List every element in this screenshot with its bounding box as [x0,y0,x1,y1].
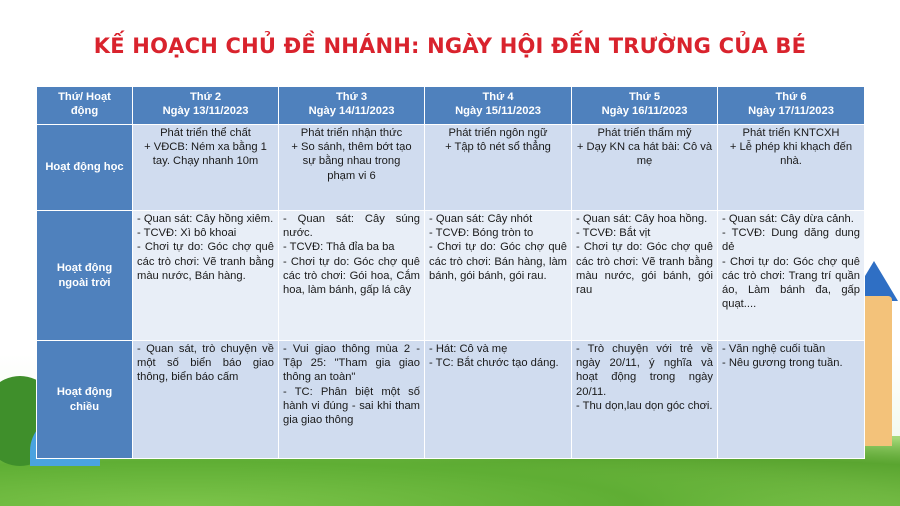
row-label-line: Hoạt động [56,386,113,399]
table-cell [718,125,865,211]
cell-line: - Nêu gương trong tuần. [722,357,843,370]
day-date: Ngày 13/11/2023 [162,105,249,118]
day-name: Thứ 6 [775,91,807,103]
cell-line: - TCVĐ: Xì bô khoai [137,227,237,240]
row-label [37,341,133,459]
cell-line: + Tập tô nét sổ thẳng [445,141,551,154]
day-date: Ngày 17/11/2023 [748,105,834,118]
row-label: Hoạt động học [37,125,133,211]
table-cell [279,341,425,459]
table-row [37,125,865,211]
corner-header-line: Thứ/ Hoạt [58,91,111,103]
cell-line: - Quan sát: Cây hồng xiêm. [137,213,274,225]
corner-header [37,87,133,125]
cell-line: - Quan sát: Cây hoa hồng. [576,213,708,225]
day-name: Thứ 5 [628,91,661,103]
cell-line: + Dạy KN ca hát bài: Cô và [576,141,713,154]
cell-line: - TC: Phân biệt một số hành vi đúng - sai khi tham gia giao thông [283,385,420,427]
day-date: Ngày 16/11/2023 [601,105,688,118]
cell-line: + So sánh, thêm bớt tạo [291,141,412,154]
cell-line: Phát triển nhận thức [300,127,403,139]
table-cell [279,125,425,211]
cell-line: - Quan sát, trò chuyện về một số biển báo giao thông, biển báo cấm [137,343,274,384]
table-cell [718,211,865,341]
cell-line: - TC: Bắt chước tạo dáng. [429,357,559,370]
day-header [718,87,865,125]
day-header [425,87,572,125]
table-cell [572,211,718,341]
table-row [37,341,865,459]
weekly-plan-table [36,86,865,459]
table-cell [133,341,279,459]
table-row [37,211,865,341]
cell-line: - Vui giao thông mùa 2 - Tập 25: "Tham gia giao thông an toàn" [283,343,420,384]
cell-line: nhà. [780,155,802,168]
table-cell [133,211,279,341]
day-header [279,87,425,125]
cell-line: - Quan sát: Cây nhót [429,213,533,225]
cell-line: + VĐCB: Ném xa bằng 1 [144,141,267,154]
table-cell [133,125,279,211]
cell-line: - Chơi tự do: Góc chợ quê các trò chơi: Vẽ tranh bằng màu nước, gói bánh, gói rau [576,241,713,297]
day-date: Ngày 15/11/2023 [455,105,541,118]
cell-line: - Văn nghệ cuối tuần [722,343,826,355]
table-cell [279,211,425,341]
day-header [133,87,279,125]
cell-line: phạm vi 6 [327,169,376,182]
cell-line: - TCVĐ: Dung dăng dung dẻ [722,227,860,254]
cell-line: + Lễ phép khi khạch đến [729,141,853,154]
corner-header-line: động [70,105,99,118]
page-title: KẾ HOẠCH CHỦ ĐỀ NHÁNH: NGÀY HỘI ĐẾN TRƯỜNG CỦA BÉ [93,34,807,58]
day-header [572,87,718,125]
cell-line: - Trò chuyện với trẻ về ngày 20/11, ý nghĩa và hoạt động trong ngày 20/11. [576,343,713,398]
cell-line: - Chơi tự do: Góc chợ quê các trò chơi: Trang trí quần áo, Làm bánh đa, gấp quạt.... [722,255,860,311]
cell-line: - Quan sát: Cây dừa cảnh. [722,213,854,225]
cell-line: - Thu dọn,lau dọn góc chơi. [576,399,713,412]
day-date: Ngày 14/11/2023 [308,105,395,118]
table-cell [718,341,865,459]
cell-line: - Chơi tự do: Góc chợ quê các trò chơi: Gói hoa, Cắm hoa, làm bánh, gấp lá cây [283,255,420,297]
cell-line: - Chơi tự do: Góc chợ quê các trò chơi: Vẽ tranh bằng màu nước, Bán hàng. [137,241,274,282]
row-label-line: chiều [69,400,100,413]
day-name: Thứ 3 [335,91,368,103]
table-cell [572,125,718,211]
table-cell [425,341,572,459]
cell-line: - Chơi tự do: Góc chợ quê các trò chơi: Bán hàng, làm bánh, gói bánh, gói rau. [429,241,567,282]
header-row [37,87,865,125]
cell-line: sự bằng nhau trong [302,155,401,168]
cell-line: Phát triển KNTCXH [742,127,840,139]
row-label [37,211,133,341]
cell-line: - Quan sát: Cây súng nước. [283,213,420,240]
cell-line: - TCVĐ: Thả đỉa ba ba [283,241,395,254]
row-label-line: ngoài trời [58,276,111,289]
row-label-line: Hoạt động [56,262,113,275]
cell-line: - Hát: Cô và mẹ [429,343,508,355]
day-name: Thứ 4 [482,91,514,103]
table-cell [425,125,572,211]
cell-line: mẹ [636,155,653,168]
table-cell [572,341,718,459]
cell-line: - TCVĐ: Bóng tròn to [429,227,534,240]
cell-line: Phát triển thể chất [160,127,251,139]
day-name: Thứ 2 [189,91,222,103]
table-cell [425,211,572,341]
cell-line: Phát triển thẩm mỹ [597,127,692,139]
cell-line: - TCVĐ: Bắt vịt [576,227,651,240]
cell-line: tay. Chạy nhanh 10m [152,155,259,168]
cell-line: Phát triển ngôn ngữ [448,127,548,139]
